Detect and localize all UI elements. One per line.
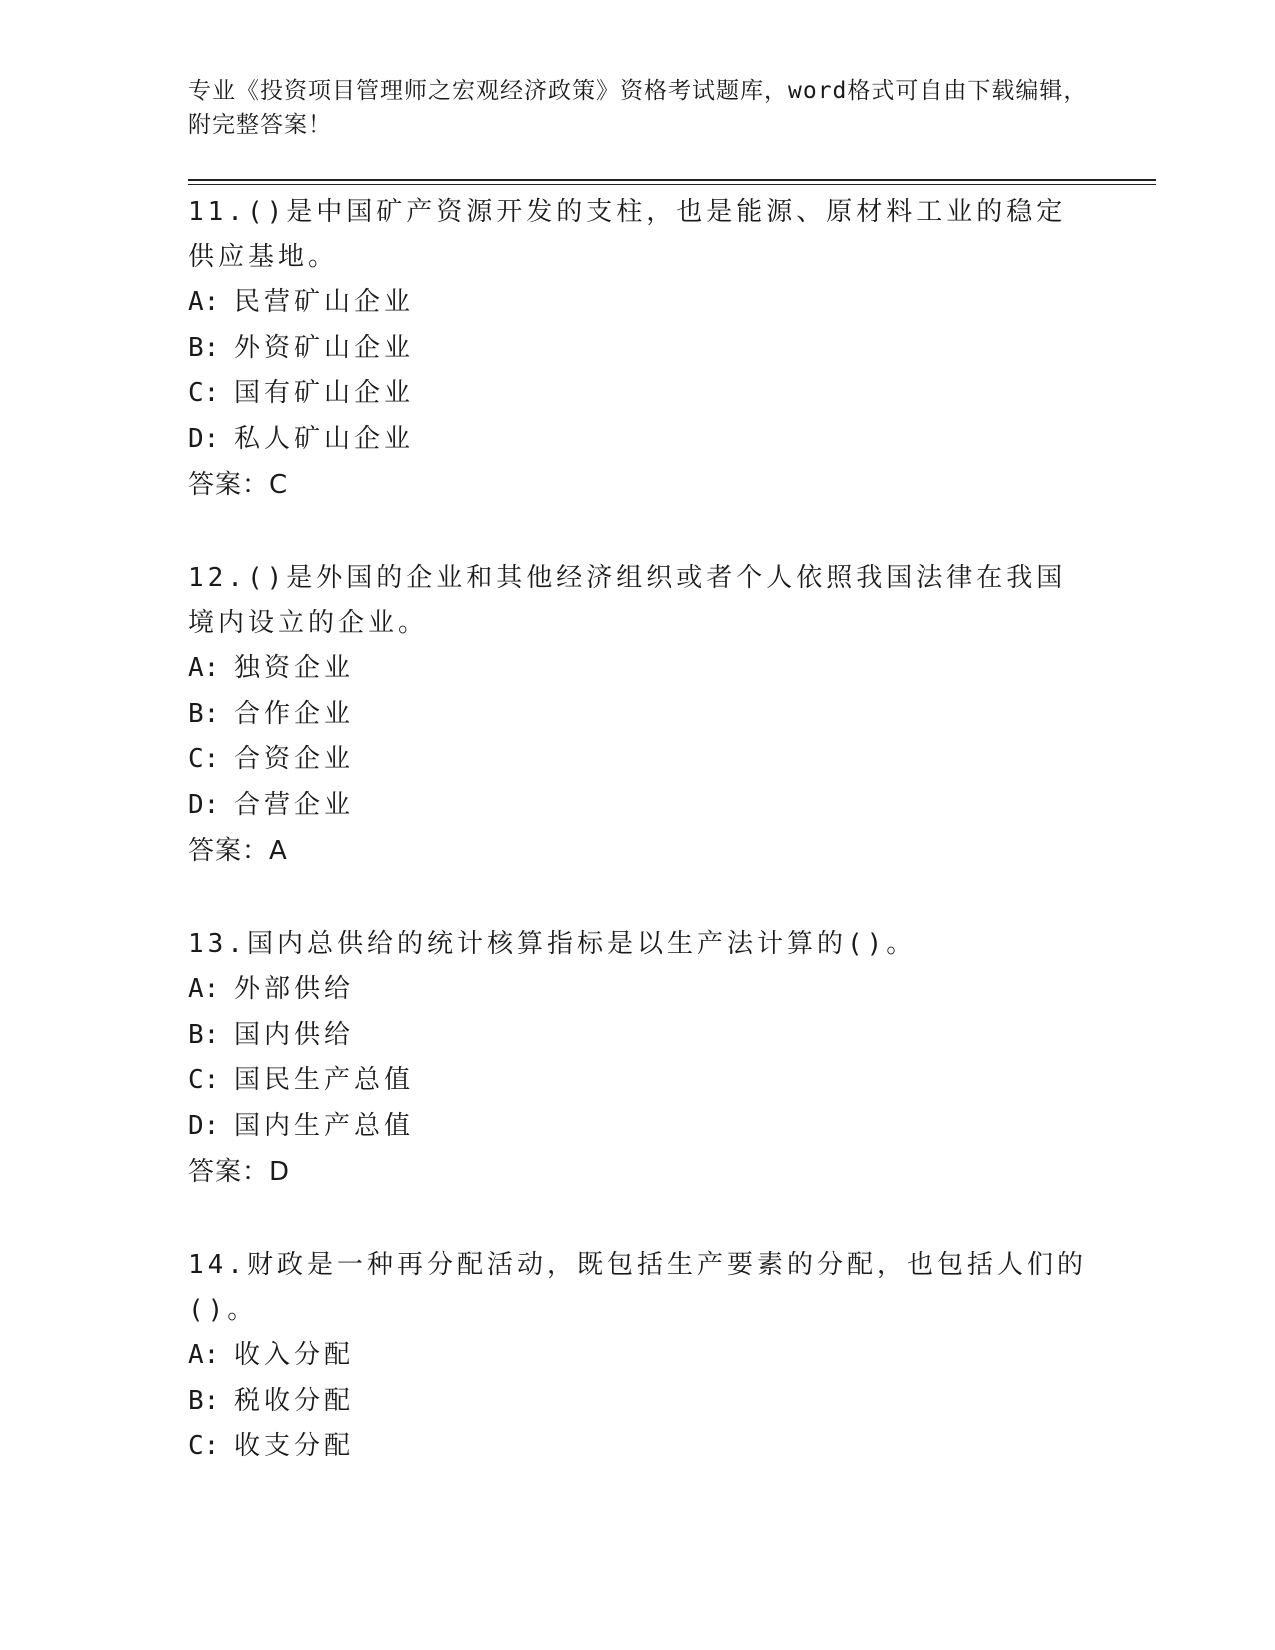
header-divider-thick (188, 179, 1156, 181)
option-letter: B: (188, 1385, 220, 1416)
option-a (188, 646, 1088, 692)
question-stem: 13.国内总供给的统计核算指标是以生产法计算的()。 (188, 929, 917, 959)
option-text: 独资企业 (234, 653, 355, 683)
option-letter: B: (188, 1019, 220, 1050)
header-divider-thin (188, 184, 1156, 185)
option-letter: D: (188, 423, 220, 454)
document-header: 专业《投资项目管理师之宏观经济政策》资格考试题库，word格式可自由下载编辑，附完整答案！ (188, 78, 1088, 138)
option-letter: B: (188, 698, 220, 729)
answer-line: 答案：A (188, 836, 288, 866)
option-text: 外资矿山企业 (234, 332, 415, 363)
option-letter: B: (188, 332, 220, 363)
option-a (188, 280, 1088, 326)
option-text: 国内供给 (234, 1019, 355, 1050)
option-c (188, 737, 1088, 783)
option-d (188, 783, 1088, 829)
option-text: 税收分配 (234, 1385, 355, 1416)
option-c (188, 1058, 1088, 1104)
option-letter: A: (188, 287, 220, 317)
option-c (188, 371, 1088, 417)
option-text: 民营矿山企业 (234, 287, 415, 317)
option-text: 合资企业 (234, 744, 355, 774)
option-letter: A: (188, 974, 220, 1004)
question-stem: 11.()是中国矿产资源开发的支柱，也是能源、原材料工业的稳定供应基地。 (188, 197, 1067, 272)
option-d (188, 417, 1088, 463)
option-c (188, 1424, 1088, 1470)
option-text: 国内生产总值 (234, 1110, 415, 1141)
option-a (188, 1333, 1088, 1379)
question-14 (188, 1243, 1088, 1470)
question-stem: 14.财政是一种再分配活动，既包括生产要素的分配，也包括人们的()。 (188, 1250, 1087, 1325)
question-stem: 12.()是外国的企业和其他经济组织或者个人依照我国法律在我国境内设立的企业。 (188, 563, 1067, 638)
option-text: 国有矿山企业 (234, 378, 415, 408)
option-text: 收支分配 (234, 1431, 355, 1461)
option-letter: D: (188, 789, 220, 820)
option-d (188, 1104, 1088, 1150)
option-letter: C: (188, 1065, 220, 1095)
option-b (188, 326, 1088, 372)
option-letter: C: (188, 378, 220, 408)
option-letter: D: (188, 1110, 220, 1141)
question-11 (188, 190, 1088, 508)
option-text: 私人矿山企业 (234, 423, 415, 454)
option-text: 合营企业 (234, 789, 355, 820)
option-a (188, 967, 1088, 1013)
answer-line: 答案：D (188, 1157, 291, 1187)
option-text: 收入分配 (234, 1340, 355, 1370)
option-letter: C: (188, 1431, 220, 1461)
option-letter: C: (188, 744, 220, 774)
option-text: 国民生产总值 (234, 1065, 415, 1095)
answer-line: 答案：C (188, 470, 289, 500)
option-text: 外部供给 (234, 974, 355, 1004)
option-b (188, 1379, 1088, 1425)
option-letter: A: (188, 653, 220, 683)
question-12 (188, 556, 1088, 874)
question-13 (188, 922, 1088, 1195)
option-text: 合作企业 (234, 698, 355, 729)
option-letter: A: (188, 1340, 220, 1370)
option-b (188, 1013, 1088, 1059)
option-b (188, 692, 1088, 738)
question-list (188, 190, 1088, 1518)
